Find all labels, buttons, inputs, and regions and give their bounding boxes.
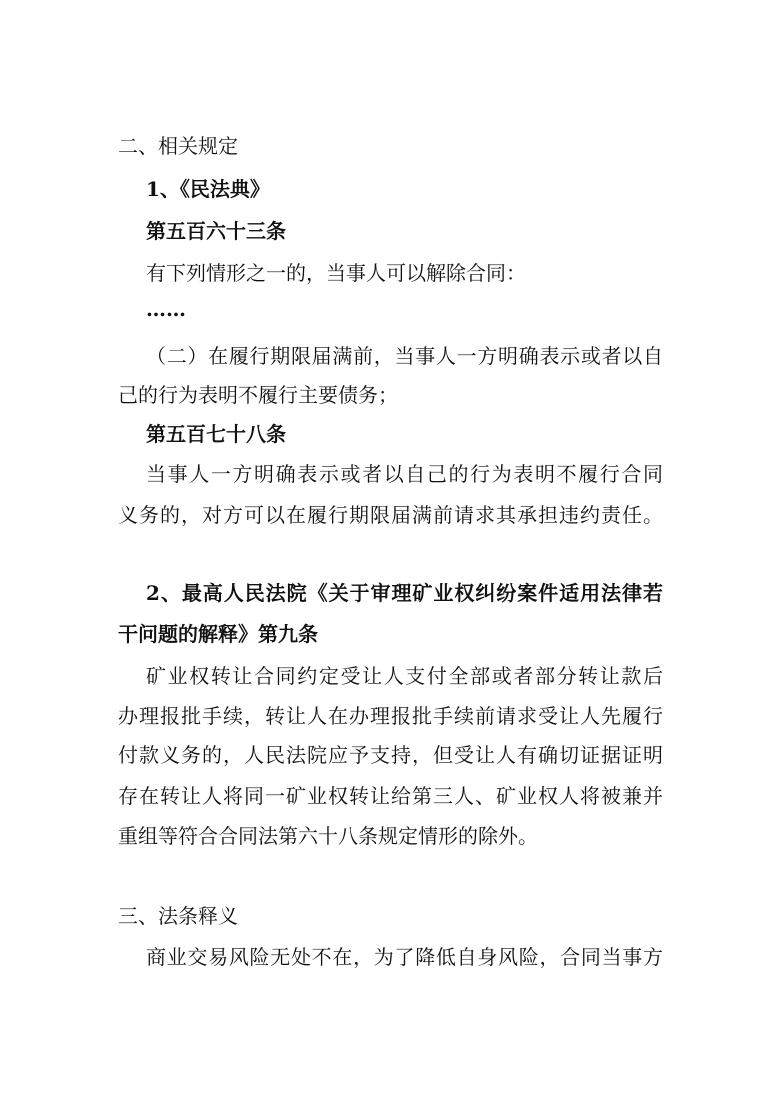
article-578-line-2: 义务的，对方可以在履行期限届满前请求其承担违约责任。 bbox=[118, 503, 663, 527]
item2-title-line-1: 2、最高人民法院《关于审理矿业权纠纷案件适用法律若 bbox=[146, 581, 663, 605]
article-578-title: 第五百七十八条 bbox=[146, 422, 286, 446]
article-578-line-1: 当事人一方明确表示或者以自己的行为表明不履行合同 bbox=[146, 462, 663, 486]
clause-2-line-2: 己的行为表明不履行主要债务； bbox=[118, 383, 398, 407]
section-heading-related-provisions: 二、相关规定 bbox=[118, 134, 238, 158]
section3-line-1: 商业交易风险无处不在，为了降低自身风险，合同当事方 bbox=[146, 945, 663, 969]
section-heading-interpretation: 三、法条释义 bbox=[118, 904, 238, 928]
item1-title: 1、《民法典》 bbox=[146, 177, 270, 201]
article-563-intro: 有下列情形之一的，当事人可以解除合同： bbox=[146, 261, 526, 285]
ellipsis: …… bbox=[146, 297, 186, 321]
item2-body-line-5: 重组等符合合同法第六十八条规定情形的除外。 bbox=[118, 824, 538, 848]
item2-body-line-1: 矿业权转让合同约定受让人支付全部或者部分转让款后 bbox=[146, 664, 663, 688]
item2-body-line-4: 存在转让人将同一矿业权转让给第三人、矿业权人将被兼并 bbox=[118, 784, 663, 808]
item2-title-line-2: 干问题的解释》第九条 bbox=[118, 622, 318, 646]
item2-body-line-2: 办理报批手续，转让人在办理报批手续前请求受让人先履行 bbox=[118, 704, 663, 728]
article-563-title: 第五百六十三条 bbox=[146, 219, 286, 243]
item2-body-line-3: 付款义务的，人民法院应予支持，但受让人有确切证据证明 bbox=[118, 743, 663, 767]
clause-2-line-1: （二）在履行期限届满前，当事人一方明确表示或者以自 bbox=[146, 344, 663, 368]
